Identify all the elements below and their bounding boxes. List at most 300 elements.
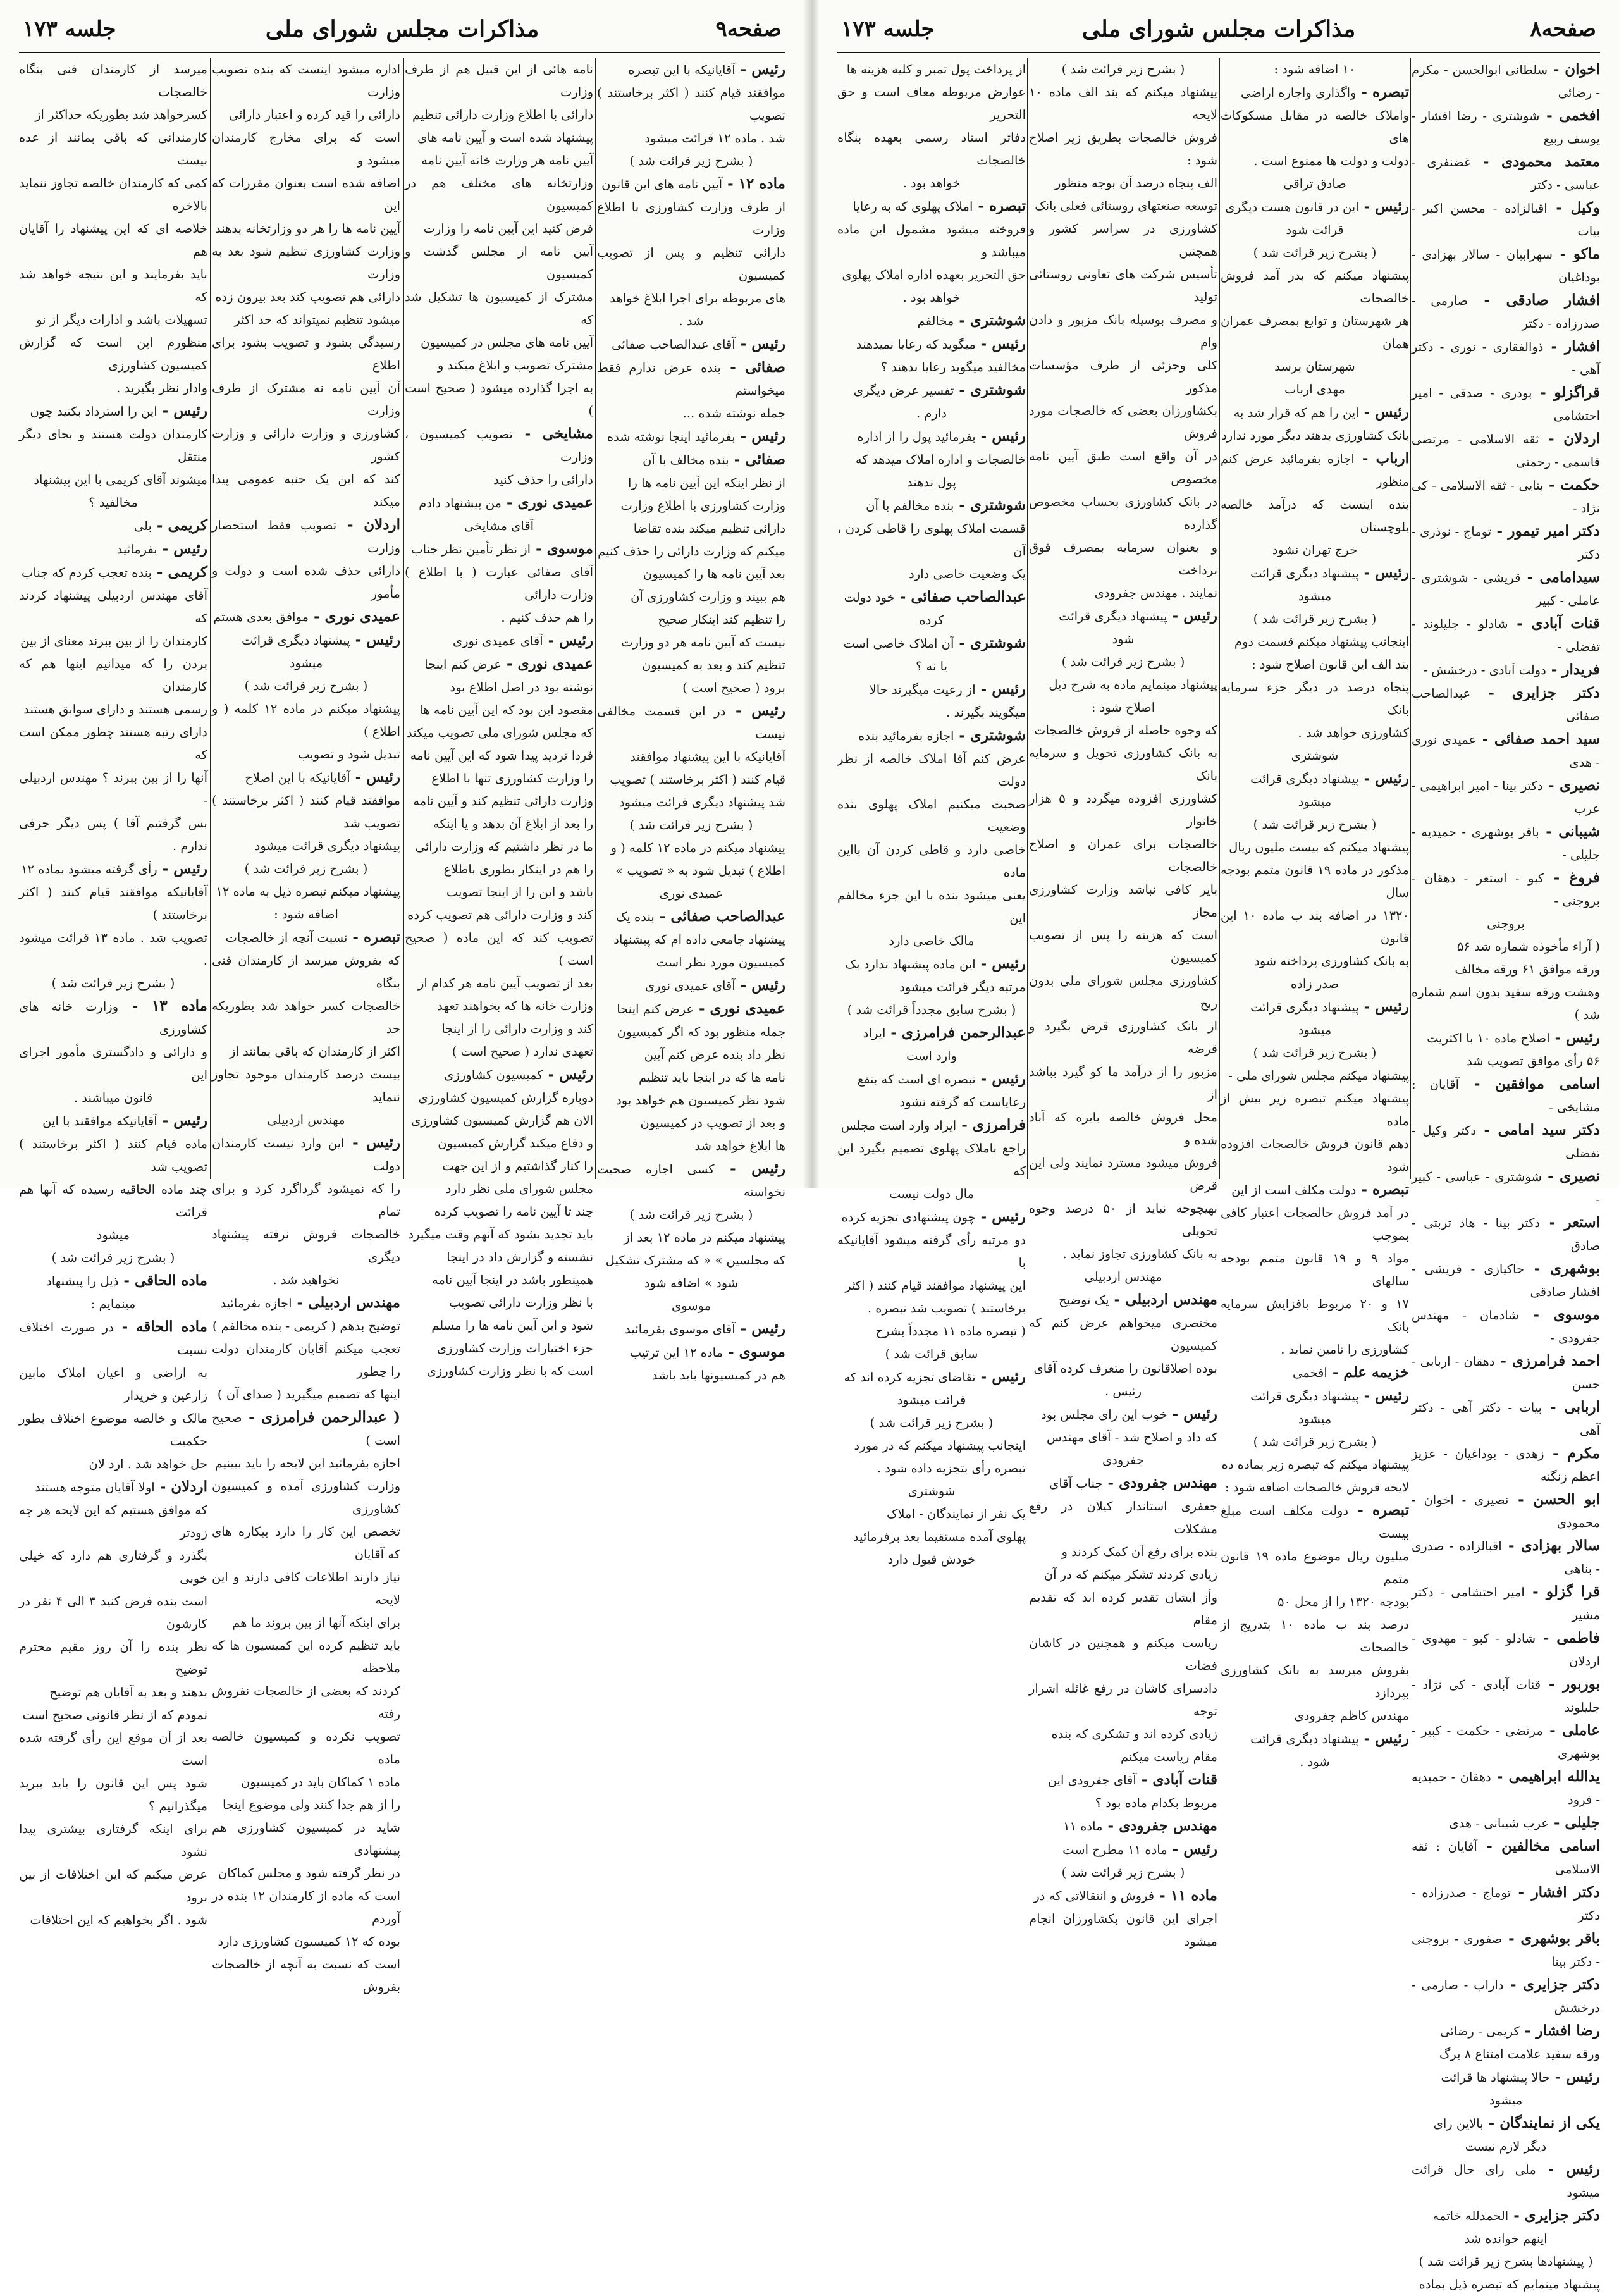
text-line: رئیس - این وارد نیست کارمندان دولت bbox=[212, 1134, 400, 1173]
text-line: که بفروش میرسد از کارمندان فنی بنگاه bbox=[212, 953, 400, 991]
column-rule bbox=[1410, 58, 1411, 1179]
speaker-name: تبصره - bbox=[1356, 1181, 1409, 1198]
text-line: زیادی کرده اند و تشکری که بنده bbox=[1051, 1727, 1217, 1741]
text-line: رئیس - ماده ۱۱ مطرح است bbox=[1062, 1841, 1217, 1858]
text-line: شوشتری - بنده مخالفم با آن bbox=[866, 497, 1026, 514]
text-line: ( عبدالرحمن فرامرزی - صحیح است ) bbox=[212, 1409, 400, 1448]
text-line: باقر بوشهری - صفوری - بروجنی - دکتر بینا bbox=[1412, 1930, 1600, 1969]
text-line: صحبت میکنیم املاک پهلوی بنده وضعیت bbox=[837, 797, 1026, 834]
text-line: رئیس - پیشنهاد دیگری قرائت bbox=[1059, 607, 1217, 624]
speaker-name: رئیس - bbox=[714, 1160, 785, 1177]
speaker-name: عمیدی نوری - bbox=[502, 655, 593, 672]
text-line: و بعد از تصویب در کمیسیون bbox=[640, 1116, 785, 1130]
text-line: کند که این یک جنبه عمومی پیدا میکند bbox=[212, 472, 400, 509]
text-line: یا نه ؟ bbox=[916, 659, 947, 674]
text-line: افشار - ذوالفقاری - نوری - دکتر آهی - bbox=[1412, 338, 1600, 377]
speaker-name: رضا افشار - bbox=[1519, 2022, 1600, 2039]
text-line: های مربوطه برای اجرا ابلاغ خواهد bbox=[610, 291, 785, 306]
speaker-name: عاملی - bbox=[1542, 1722, 1600, 1739]
right-column-2 bbox=[1029, 58, 1218, 1949]
text-line: که وجوه حاصله از فروش خالصجات bbox=[1034, 723, 1217, 738]
text-line: رئیس - کسی اجازه صحبت نخواسته bbox=[597, 1160, 785, 1199]
text-line: دولت و دولت ها ممنوع است . bbox=[1253, 154, 1409, 168]
speaker-name: اردلان - bbox=[1539, 430, 1601, 447]
text-line: تصویب شد . ماده ۱۳ قرائت میشود . bbox=[19, 930, 208, 968]
text-line: ( بشرح زیر قرائت شد ) bbox=[51, 976, 175, 991]
text-line: آقای مشایخی bbox=[464, 519, 534, 533]
text-line: تأسیس شرکت های تعاونی روستائی تولید bbox=[1029, 267, 1217, 304]
text-line: رعایاست که گرفته نشود bbox=[899, 1095, 1026, 1109]
text-line: آقای صفائی عبارت ( با اطلاع ) وزارت دارائی bbox=[405, 565, 593, 602]
text-line: فروغ - کبو - استعر - دهقان - بروجنی - bbox=[1412, 869, 1600, 908]
text-line: دارائی حذف شده است و دولت و مأمور bbox=[212, 564, 400, 601]
speaker-name: معتمد محمودی - bbox=[1470, 153, 1600, 170]
text-line: رئیس - کمیسیون کشاورزی bbox=[444, 1066, 593, 1083]
text-line: است که ماده از کارمندان ۱۲ بنده در آوردم bbox=[212, 1889, 400, 1926]
text-line: وزارت کشاورزی آمده و کمیسیون کشاورزی bbox=[212, 1479, 400, 1516]
left-session-number: جلسه ۱۷۳ bbox=[23, 16, 116, 42]
text-line: جزء اختیارات وزارت کشاورزی bbox=[436, 1341, 593, 1355]
text-line: نخواهید شد . bbox=[273, 1273, 340, 1287]
text-line: شود bbox=[1112, 632, 1135, 646]
text-line: و دفاع میکند گزارش کمیسیون bbox=[438, 1136, 593, 1151]
text-line: کمی که کارمندان خالصه تجاوز ننماید بالاخره bbox=[19, 176, 207, 213]
text-line: قنات آبادی - آقای جفرودی این bbox=[1047, 1771, 1217, 1788]
speaker-name: باقر بوشهری - bbox=[1502, 1930, 1600, 1947]
text-line: برای اینکه آنها از بین بروند ما هم bbox=[232, 1615, 400, 1630]
text-line: ابو الحسن - نصیری - اخوان - محمودی bbox=[1412, 1491, 1600, 1530]
speaker-name: بوربور - bbox=[1541, 1676, 1600, 1693]
text-line: میگویند بگیرند . bbox=[946, 705, 1026, 720]
text-line: رضا افشار - کریمی - رضائی bbox=[1440, 2022, 1600, 2039]
text-line: میشود bbox=[1298, 589, 1332, 603]
text-line: ۵۶ رأی موافق تصویب شد bbox=[1467, 1054, 1600, 1068]
speaker-name: رئیس - bbox=[975, 1368, 1026, 1385]
text-line: پیشنهاد دیگری قرائت میشود bbox=[254, 839, 400, 853]
speaker-name: مهندس جفرودی - bbox=[1102, 1474, 1217, 1491]
text-line: مهندس اردبیلی bbox=[1084, 1269, 1162, 1284]
text-line: اداره میشود اینست که بنده تصویب وزارت bbox=[212, 62, 400, 99]
text-line: اضافه شود : bbox=[274, 907, 338, 922]
text-line: معتمد محمودی - غضنفری - عباسی - دکتر bbox=[1412, 153, 1600, 192]
text-line: اکثر از کارمندان که باقی بمانند از bbox=[229, 1044, 400, 1059]
text-line: تخصص این کار را دارد بیکاره های که آقایان bbox=[212, 1524, 400, 1562]
text-line: ( بشرح زیر قرائت شد ) bbox=[1253, 1435, 1377, 1449]
text-line: شود پس این قانون را باید ببرید میگذرانیم ؟ bbox=[19, 1776, 207, 1813]
text-line: یکی از نمایندگان - بالاین رای bbox=[1433, 2114, 1600, 2132]
text-line: به اجرا گذارده میشود ( صحیح است ) bbox=[405, 381, 593, 418]
speaker-name: تبصره - bbox=[973, 197, 1026, 214]
text-line: میشوند آقای کریمی با این پیشنهاد bbox=[34, 472, 207, 487]
text-line: مخالفید میگوید رعایا بدهند ؟ bbox=[880, 360, 1026, 374]
text-line: پول ندهند bbox=[907, 475, 956, 490]
speaker-name: عبدالصاحب صفائی - bbox=[654, 908, 785, 925]
speaker-name: موسوی - bbox=[723, 1343, 785, 1361]
text-line: دارائی را قید کرده و اعتبار دارائی bbox=[228, 108, 400, 122]
text-line: ( پیشنهادها بشرح زیر قرائت شد ) bbox=[1419, 2254, 1593, 2269]
speaker-name: فریدار - bbox=[1546, 661, 1600, 678]
text-line: همینطور باشد در اینجا آیین نامه bbox=[432, 1273, 593, 1287]
speaker-name: ماده الحاقی - bbox=[118, 1272, 207, 1289]
text-line: کارمندان دولت هستند و بجای دیگر منتقل bbox=[19, 427, 207, 464]
text-line: مینمایم : bbox=[90, 1297, 136, 1311]
text-line: اینجانب پیشنهاد میکنم که در مورد bbox=[854, 1438, 1026, 1453]
speaker-name: یدالله ابراهیمی - bbox=[1491, 1768, 1600, 1785]
text-line: اطلاع ) تبدیل شود به « تصویب » bbox=[615, 863, 785, 878]
speaker-name: عبدالصاحب صفائی - bbox=[894, 588, 1026, 605]
text-line: که مجلس شورای ملی تصویب میکند bbox=[407, 725, 593, 740]
speaker-name: تبصره - bbox=[1356, 83, 1409, 101]
text-line: تبصره - املاک پهلوی که به رعایا bbox=[853, 197, 1026, 214]
text-line: و مصرف بوسیله بانک مزبور و دادن وام bbox=[1029, 312, 1217, 350]
text-line: آیین نامه از مجلس گذشت و کمیسیون bbox=[405, 244, 593, 281]
speaker-name: رئیس - bbox=[543, 1066, 593, 1083]
text-line: به بانک کشاورزی تحویل و سرمایه بانک bbox=[1029, 746, 1217, 783]
speaker-name: دکتر جزایری - bbox=[1470, 684, 1600, 701]
text-line: شد . ماده ۱۲ قرائت میشود bbox=[644, 131, 785, 145]
text-line: شود » اضافه شود bbox=[644, 1276, 739, 1290]
text-line: ( بشرح زیر قرائت شد ) bbox=[1061, 62, 1185, 77]
text-line: موافقند قیام کنند ( اکثر برخاستند ) تصویب شد bbox=[212, 793, 400, 830]
text-line: مذکور در ماده ۱۹ قانون متمم بودجه سال bbox=[1221, 863, 1409, 900]
text-line: ( بشرح زیر قرائت شد ) bbox=[1253, 817, 1377, 832]
text-line: عمیدی نوری - من پیشنهاد دادم bbox=[419, 494, 593, 511]
text-line: کشاورزی در سراسر کشور و همچنین bbox=[1029, 221, 1217, 259]
text-line: دهم قانون فروش خالصجات افزوده شود bbox=[1221, 1137, 1409, 1174]
text-line: و دارائی و دادگستری مأمور اجرای این bbox=[19, 1045, 207, 1082]
text-line: ماده الحاقی - ذیل را پیشنهاد bbox=[46, 1272, 207, 1289]
text-line: چند تا آیین نامه را تصویب کرده bbox=[434, 1204, 593, 1219]
text-line: ( بشرح زیر قرائت شد ) bbox=[1061, 655, 1185, 669]
speaker-name: رئیس - bbox=[975, 681, 1026, 698]
text-line: تعجب میکنم آقایان کارمندان دولت را چطور bbox=[212, 1342, 400, 1379]
text-line: وأز ایشان تقدیر کرده اند که تقدیم مقام bbox=[1029, 1590, 1217, 1627]
text-line: قسمت املاک پهلوی را قاطی کردن ، آن bbox=[837, 521, 1026, 559]
text-line: برای اینکه گرفتاری بیشتری پیدا نشود bbox=[19, 1822, 207, 1859]
text-line: خالصجات و اداره املاک میدهد که bbox=[855, 452, 1026, 467]
speaker-name: سید احمد صفائی - bbox=[1476, 731, 1600, 748]
speaker-name: کریمی - bbox=[151, 517, 207, 534]
speaker-name: حکمت - bbox=[1543, 476, 1600, 493]
text-line: استعر - دکتر بینا - هاد تربتی - صادق bbox=[1412, 1214, 1601, 1253]
text-line: رئیس - این ماده پیشنهاد ندارد بک bbox=[845, 955, 1026, 972]
speaker-name: کریمی - bbox=[151, 564, 207, 581]
text-line: بعد از آن موقع این رأی گرفته شده است bbox=[19, 1731, 207, 1768]
text-line: مشترک تصویب و ابلاغ میکند و bbox=[437, 358, 593, 373]
text-line: این پیشنهاد موافقند قیام کنند ( اکثر bbox=[845, 1278, 1026, 1293]
text-line: رئیس - چون پیشنهادی تجزیه کرده bbox=[841, 1208, 1026, 1225]
text-line: باید بفرمایند و این نتیجه خواهد شد که bbox=[19, 267, 207, 304]
text-line: دیگر لازم نیست bbox=[1465, 2139, 1547, 2154]
speaker-name: شوشتری - bbox=[954, 634, 1026, 651]
text-line: پیشنهاد میکنم که بیست ملیون ریال bbox=[1229, 840, 1409, 855]
text-line: بودجه ۱۳۲۰ را از محل ۵۰ bbox=[1277, 1595, 1409, 1609]
column-rule bbox=[210, 58, 211, 1179]
text-line: دکتر سید امامی - دکتر وکیل - تفضلی bbox=[1412, 1121, 1601, 1161]
text-line: هم در کمیسیونها باید باشد bbox=[651, 1368, 785, 1383]
text-line: پیشنهاد شده است و آیین نامه های bbox=[417, 130, 593, 145]
text-line: وارد است bbox=[906, 1049, 957, 1063]
text-line: در بانک کشاورزی بحساب مخصوص گذارده bbox=[1029, 495, 1217, 532]
text-line: است که با نظر وزارت کشاورزی bbox=[426, 1364, 593, 1378]
right-column-1 bbox=[837, 58, 1026, 1567]
text-line: سید احمد صفائی - عمیدی نوری - هدی bbox=[1412, 731, 1600, 770]
text-line: لایحه فروش خالصجات اضافه شود : bbox=[1225, 1480, 1409, 1495]
text-line: عمیدی نوری bbox=[659, 886, 723, 901]
text-line: عاملی - مرتضی - حکمت - کبیر - بوشهری bbox=[1412, 1722, 1600, 1761]
text-line: خالصجات فروش نرفته پیشنهاد دیگری bbox=[212, 1227, 400, 1264]
text-line: ( بشرح زیر قرائت شد ) bbox=[1253, 1046, 1377, 1060]
speaker-name: رئیس - bbox=[975, 1070, 1026, 1087]
right-session-number: جلسه ۱۷۳ bbox=[841, 16, 935, 42]
text-line: مهندس کاظم جفرودی bbox=[1294, 1708, 1409, 1723]
text-line: خزیمه علم - افخمی bbox=[1292, 1364, 1409, 1381]
text-line: موسوی bbox=[671, 1299, 711, 1313]
text-line: از پرداخت پول تمبر و کلیه هزینه ها bbox=[846, 62, 1026, 77]
left-columns bbox=[19, 58, 785, 1994]
text-line: رئیس - پیشنهاد دیگری قرائت bbox=[1250, 998, 1409, 1015]
text-line: ۱۷ و ۲۰ مربوط بافزایش سرمایه بانک bbox=[1221, 1297, 1409, 1334]
text-line: شیبانی - باقر بوشهری - حمیدیه - جلیلی - bbox=[1412, 823, 1600, 862]
text-line: پیشنهاد مینمایم ماده به شرح ذیل bbox=[1049, 677, 1217, 692]
left-page-number: صفحه۹ bbox=[715, 16, 782, 42]
text-line: ورقه سفید علامت امتناع ۸ برگ bbox=[1439, 2047, 1600, 2061]
text-line: کشاورزی و وزارت دارائی و وزارت کشور bbox=[212, 426, 400, 464]
text-line: مقام ریاست میکنم bbox=[1121, 1750, 1217, 1764]
text-line: پیشنهاد میکنم تبصره ذیل به ماده ۱۲ bbox=[216, 884, 400, 899]
speaker-name: دکتر جزایری - bbox=[1508, 2207, 1600, 2224]
speaker-name: فرامرزی - bbox=[956, 1116, 1026, 1133]
speaker-name: قنات آبادی - bbox=[1136, 1771, 1217, 1788]
text-line: و بعنوان سرمایه بمصرف فوق برداخت bbox=[1029, 540, 1217, 577]
text-line: رئیس - آقای موسوی بفرمائید bbox=[625, 1320, 785, 1337]
speaker-name: نصیری - bbox=[1541, 1168, 1600, 1185]
text-line: ( بشرح زیر قرائت شد ) bbox=[629, 1207, 753, 1222]
text-line: عمیدی نوری - عرض کنم اینجا bbox=[424, 655, 593, 672]
text-line: رئیس - بفرمائید اینجا نوشته شده bbox=[606, 428, 785, 445]
text-line: پیشنهاد میکنم تبصره زیر بیش از ماده bbox=[1221, 1091, 1409, 1128]
text-line: توضیح بدهم ( کریمی - بنده مخالفم ) bbox=[212, 1319, 400, 1333]
text-line: دارم . bbox=[916, 406, 947, 421]
text-line: ( بشرح زیر قرائت شد ) bbox=[1061, 1865, 1185, 1880]
text-line: اسامی مخالفین - آقایان : ثقه الاسلامی bbox=[1412, 1837, 1600, 1877]
text-line: قرائت میشود bbox=[897, 1393, 966, 1407]
text-line: دفاتر اسناد رسمی بعهده بنگاه خالصجات bbox=[837, 130, 1026, 168]
speaker-name: مشایخی - bbox=[512, 425, 593, 442]
text-line: پنجاه درصد در دیگر جزء سرمایه بانک bbox=[1221, 680, 1409, 717]
text-line: رئیس - ملی رای حال قرائت میشود bbox=[1412, 2161, 1600, 2200]
text-line: عرض میکنم که این اختلافات از بین برود bbox=[19, 1867, 207, 1904]
text-line: خاصی دارد و قاطی کردن آن بااین ماده bbox=[837, 842, 1026, 880]
speaker-name: رئیس - bbox=[350, 631, 400, 648]
right-column-4 bbox=[1412, 58, 1601, 2292]
text-line: میشود bbox=[1298, 794, 1332, 809]
text-line: وزارتخانه های مختلف هم در کمیسیون bbox=[405, 176, 593, 213]
text-line: مهندس اردبیلی - اجازه بفرمائید bbox=[220, 1294, 400, 1311]
text-line: مهدی ارباب bbox=[1284, 382, 1345, 397]
text-line: ( بشرح زیر قرائت شد ) bbox=[870, 1416, 994, 1430]
speaker-name: رئیس - bbox=[1167, 1405, 1217, 1423]
text-line: تنظیم کند و بعد به کمیسیون bbox=[641, 658, 785, 672]
text-line: رئیس - آقای عبدالصاحب صفائی bbox=[612, 335, 785, 352]
text-line: عمیدی نوری - عرض کنم اینجا bbox=[617, 1000, 785, 1017]
text-line: ماده ۱۳ - وزارت خانه های کشاورزی bbox=[19, 997, 207, 1037]
speaker-name: رئیس - bbox=[344, 1134, 400, 1151]
text-line: رسمی هستند و دارای سوابق هستند bbox=[23, 702, 207, 717]
speaker-name: ماده ۱۳ - bbox=[118, 997, 207, 1015]
text-line: یدالله ابراهیمی - دهقان - حمیدیه - فرود bbox=[1412, 1768, 1600, 1807]
text-line: خواهد بود . bbox=[902, 176, 961, 190]
text-line: بیست درصد کارمندان موجود تجاوز ننماید bbox=[212, 1067, 400, 1104]
text-line: عبدالرحمن فرامرزی - ایراد bbox=[863, 1024, 1026, 1041]
speaker-name: بوشهری - bbox=[1524, 1260, 1600, 1277]
speaker-name: ماکو - bbox=[1552, 245, 1600, 262]
text-line: رئیس - رأی گرفته میشود بماده ۱۲ bbox=[21, 860, 207, 877]
speaker-name: قنات آبادی - bbox=[1508, 615, 1600, 632]
text-line: پیشنهاد میکنم مجلس شورای ملی - bbox=[1228, 1068, 1409, 1083]
text-line: کارمندان را از بین ببرند معنای از بین bbox=[20, 634, 207, 648]
text-line: زیادی کردند تشکر میکنم که در آن bbox=[1043, 1567, 1217, 1582]
speaker-name: دکتر سید امامی - bbox=[1476, 1121, 1601, 1139]
text-line: وزارت دارائی تنظیم کند و آیین نامه bbox=[413, 794, 593, 808]
text-line: قراگزلو - بودری - صدقی - امیر احتشامی bbox=[1412, 384, 1600, 423]
text-line: با نظر وزارت دارائی تصویب bbox=[449, 1295, 593, 1310]
text-line: تصویب کند که این ماده ( صحیح است ) bbox=[405, 930, 593, 968]
text-line: خواهد بود . bbox=[902, 290, 961, 305]
text-line: قرا گزلو - امیر احتشامی - دکتر مشیر bbox=[1412, 1583, 1600, 1622]
speaker-name: افشار - bbox=[1543, 338, 1600, 355]
text-line: رئیس - خوب این رای مجلس بود bbox=[1041, 1405, 1217, 1423]
text-line: قنات آبادی - شادلو - جلیلوند - تفضلی - bbox=[1412, 615, 1600, 654]
text-line: اضافه شده است بعنوان مقررات که این bbox=[212, 176, 400, 213]
text-line: ماده ۱ کماکان باید در کمیسیون bbox=[240, 1775, 400, 1789]
text-line: بگذرد و گرفتاری هم دارد که خیلی خوبی bbox=[19, 1548, 207, 1586]
text-line: دوباره گزارش کمیسیون کشاورزی bbox=[418, 1090, 593, 1105]
text-line: اسامی موافقین - آقایان : مشایخی - bbox=[1412, 1075, 1601, 1114]
speaker-name: رئیس - bbox=[975, 428, 1026, 445]
text-line: هم ببیند و وزارت کشاورزی آن bbox=[631, 589, 785, 604]
text-line: وزارت کشاورزی با اطلاع وزارت bbox=[620, 498, 785, 513]
left-column-2 bbox=[212, 58, 401, 1994]
text-line: رئیس - میگوید که رعایا نمیدهند bbox=[856, 335, 1026, 352]
text-line: عبدالصاحب صفائی - بنده یک bbox=[615, 908, 785, 925]
text-line: رئیس - پیشنهاد دیگری قرائت bbox=[1250, 1387, 1409, 1404]
text-line: خلاصه ای که این پیشنهاد را آقایان هم bbox=[19, 221, 207, 259]
text-line: ارباب - اجازه بفرمائید عرض کنم منظور bbox=[1221, 450, 1409, 489]
text-line: تبصره - نسبت آنچه از خالصجات bbox=[225, 929, 400, 946]
text-line: پیشنهاد میکنم در ماده ۱۲ کلمه ( و اطلاع ) bbox=[212, 701, 400, 739]
text-line: سالار بهزادی - اقبالزاده - صدری - بناهی bbox=[1412, 1537, 1600, 1576]
text-line: ( بشرح زیر قرائت شد ) bbox=[244, 861, 368, 876]
speaker-name: مکرم - bbox=[1544, 1445, 1601, 1462]
speaker-name: ابو الحسن - bbox=[1508, 1491, 1600, 1508]
speaker-name: رئیس - bbox=[1358, 1387, 1409, 1404]
text-line: فردا تردید پیدا شود که این آیین نامه bbox=[410, 748, 593, 763]
text-line: به بانک کشاورزی تجاوز نماید . bbox=[1062, 1247, 1217, 1261]
text-line: رئیس - در این قسمت مخالفی نیست bbox=[597, 702, 785, 741]
speaker-name: دکتر جزایری - bbox=[1503, 1976, 1600, 1993]
text-line: ماده ۱۲ - آیین نامه های این قانون bbox=[601, 175, 785, 192]
text-line: بروجنی bbox=[1487, 917, 1525, 931]
text-line: مالک و خالصه موضوع اختلاف بطور حکمیت bbox=[19, 1411, 207, 1448]
text-line: عمیدی نوری - موافق بعدی هستم bbox=[213, 608, 400, 625]
text-line: نمودم که از نظر قانونی صحیح است bbox=[22, 1708, 207, 1722]
speaker-name: دکتر امیر تیمور - bbox=[1491, 522, 1600, 540]
text-line: مقصود این بود که این آیین نامه ها bbox=[419, 703, 593, 717]
text-line: یک وضعیت خاصی دارد bbox=[909, 567, 1026, 581]
text-line: دارائی تنظیم میکند بنده تقاضا bbox=[633, 521, 785, 536]
text-line: افشار صادقی - صارمی - صدرزاده - دکتر bbox=[1412, 292, 1600, 331]
text-line: بدهند و بعد به آقایان هم توضیح bbox=[49, 1685, 207, 1700]
text-line: جمله نوشته شده ... bbox=[682, 406, 785, 421]
speaker-name: عبدالرحمن فرامرزی - bbox=[885, 1024, 1026, 1041]
text-line: موسوی - از نظر تأمین نظر جناب bbox=[411, 540, 593, 557]
right-running-title: مذاکرات مجلس شورای ملی bbox=[1081, 16, 1356, 42]
text-line: تصویب نکرده و کمیسیون خالصه ماده bbox=[212, 1729, 400, 1767]
speaker-name: جلیلی - bbox=[1548, 1814, 1600, 1831]
text-line: رئیس - از رعیت میگیرند حالا bbox=[869, 681, 1026, 698]
text-line: نصیری - دکتر بینا - امیر ابراهیمی - عرب bbox=[1412, 777, 1601, 816]
text-line: برود ( صحیح است ) bbox=[682, 681, 785, 695]
text-line: پیشنهاد میکنم که بند الف ماده ۱۰ لایحه bbox=[1029, 85, 1217, 122]
speaker-name: خزیمه علم - bbox=[1327, 1364, 1409, 1381]
text-line: رئیس - این را استرداد بکنید چون bbox=[30, 402, 207, 419]
speaker-name: تبصره - bbox=[347, 929, 400, 946]
left-column-3 bbox=[405, 58, 593, 1378]
speaker-name: رئیس - bbox=[1549, 1029, 1600, 1046]
speaker-name: مهندس اردبیلی - bbox=[1109, 1291, 1217, 1308]
text-line: تبصره - واگذاری واجاره اراضی bbox=[1241, 83, 1409, 101]
text-line: حل خواهد شد . ارد لان bbox=[89, 1457, 207, 1471]
text-line: مال دولت نیست bbox=[889, 1187, 974, 1201]
text-line: در آمد فروش خالصجات اعتبار کافی بموجب bbox=[1221, 1206, 1409, 1243]
text-line: آیین نامه های مجلس در کمیسیون bbox=[421, 335, 593, 350]
column-rule bbox=[595, 58, 596, 1179]
text-line: دکتر جزایری - داراب - صارمی - درخشش bbox=[1412, 1976, 1600, 2015]
text-line: کلی وجزئی از طرف مؤسسات مذکور bbox=[1029, 358, 1217, 395]
text-line: آقایانیکه با این پیشنهاد موافقند bbox=[630, 750, 785, 764]
text-line: رئیس - حالا پیشنهاد ها قرائت bbox=[1441, 2068, 1600, 2085]
column-rule bbox=[1219, 58, 1220, 1179]
right-page-number: صفحه۸ bbox=[1530, 16, 1596, 42]
text-line: کشاورزی را تامین نماید . bbox=[1281, 1342, 1409, 1357]
text-line: آیین نامه ها را هر دو وزارتخانه بدهند bbox=[214, 221, 400, 236]
text-line: پیشنهاد میکنم که بدر آمد فروش خالصجات bbox=[1221, 268, 1409, 306]
text-line: جلیلی - عرب شیبانی - هدی bbox=[1449, 1814, 1600, 1831]
speaker-name: فروغ - bbox=[1544, 869, 1600, 886]
text-line: تبدیل شود و تصویب bbox=[298, 747, 400, 762]
text-line: تبصره - دولت مکلف است مبلغ بیست bbox=[1221, 1502, 1409, 1541]
text-line: صفائی - بنده مخالف با آن bbox=[643, 451, 785, 468]
speaker-name: سیدامامی - bbox=[1520, 569, 1600, 586]
text-line: راجع باملاک پهلوی تصمیم بگیرد این که bbox=[837, 1141, 1026, 1178]
text-line: محل فروش خالصه بایره که آباد شده و bbox=[1029, 1110, 1217, 1147]
speaker-name: رئیس - bbox=[350, 768, 400, 786]
text-line: اخوان - سلطانی ابوالحسن - مکرم - رضائی bbox=[1412, 61, 1600, 100]
speaker-name: ماده ۱۱ - bbox=[1154, 1887, 1217, 1904]
text-line: دکتر امیر تیمور - توماج - نوذری - دکتر bbox=[1412, 522, 1600, 562]
text-line: دکتر جزایری - الحمدلله خاتمه bbox=[1432, 2207, 1600, 2224]
text-line: رئیس - تقاضای تجزیه کرده اند که bbox=[844, 1368, 1026, 1385]
speaker-name: اسامی مخالفین - bbox=[1477, 1837, 1600, 1855]
text-line: بهیچوجه نباید از ۵۰ درصد وجوه تحویلی bbox=[1029, 1201, 1217, 1238]
text-line: شوشتری bbox=[1291, 748, 1339, 763]
text-line: ماده قیام کنند ( اکثر برخاستند ) تصویب شد bbox=[19, 1137, 207, 1174]
text-line: تسهیلات باشد و ادارات دیگر از نو bbox=[36, 312, 207, 327]
text-line: شد پیشنهاد دیگری قرائت میشود bbox=[619, 795, 785, 810]
speaker-name: احمد فرامرزی - bbox=[1494, 1352, 1600, 1369]
text-line: جمله منظور بود که اگر کمیسیون bbox=[617, 1025, 785, 1039]
